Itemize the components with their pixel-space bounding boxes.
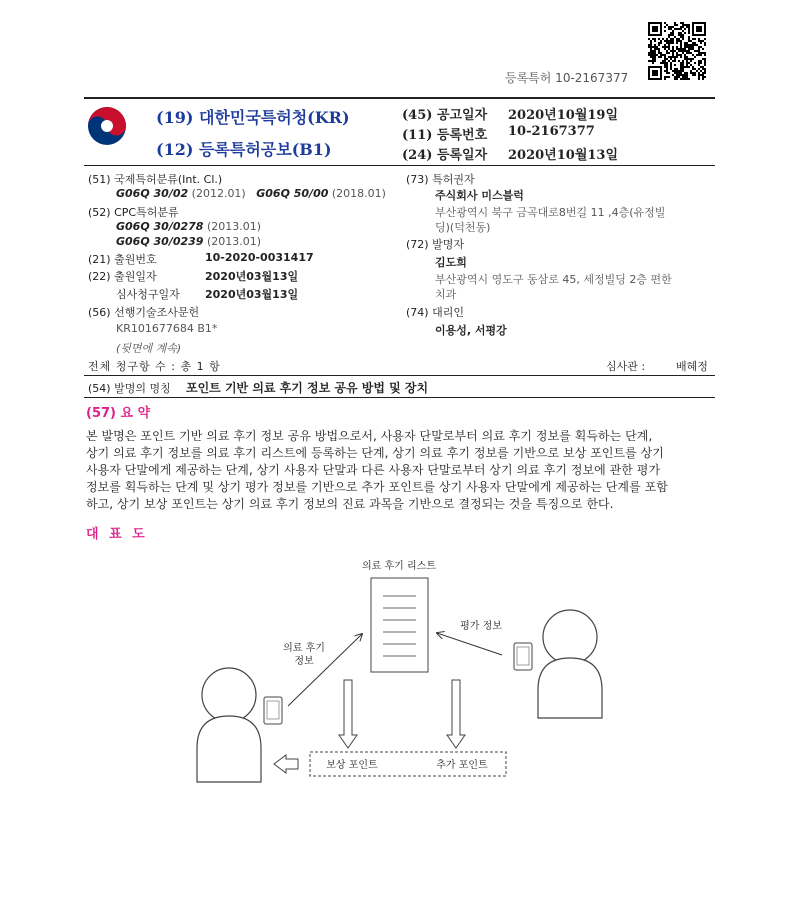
cpc-date: (2013.01) bbox=[206, 220, 262, 233]
review-info-label: 의료 후기 bbox=[283, 643, 325, 654]
title-label: (54) 발명의 명칭 bbox=[88, 382, 171, 395]
user-right-head bbox=[543, 610, 597, 664]
abstract-line: 상기 의료 후기 정보를 의료 후기 리스트에 등록하는 단계, 상기 의료 후기 정보를 기반으로 보상 포인트를 상기 bbox=[86, 446, 664, 460]
registration-date: 2020년10월13일 bbox=[508, 148, 619, 163]
points-to-user-arrow bbox=[274, 755, 298, 773]
extra-points-label: 추가 포인트 bbox=[436, 760, 488, 771]
ipc-code: G06Q 30/02 bbox=[116, 187, 189, 200]
abstract-line: 사용자 단말에게 제공하는 단계, 상기 사용자 단말과 다른 사용자 단말로부터 상기 의료 후기 정보에 관한 평가 bbox=[86, 463, 661, 477]
publication-type: (12) 등록특허공보(B1) bbox=[156, 140, 332, 159]
application-number: 10-2020-0031417 bbox=[205, 251, 314, 264]
patentee-address-line: 딩)(덕천동) bbox=[435, 221, 491, 234]
publication-date-label: (45) 공고일자 bbox=[402, 108, 488, 123]
registration-number-label: (11) 등록번호 bbox=[402, 128, 488, 143]
reward-down-arrow bbox=[339, 680, 357, 748]
reward-points-label: 보상 포인트 bbox=[326, 760, 378, 771]
user-right-body bbox=[538, 658, 602, 718]
patentee-name: 주식회사 미스블럭 bbox=[435, 189, 524, 202]
inventor-label: (72) 발명자 bbox=[406, 238, 464, 251]
cpc-label: (52) CPC특허분류 bbox=[88, 206, 179, 219]
exam-request-date: 2020년03월13일 bbox=[205, 288, 299, 301]
inventor-address-line: 부산광역시 영도구 동삼로 45, 세정빌딩 2층 편한 bbox=[435, 273, 672, 286]
abstract-heading: (57) 요 약 bbox=[86, 406, 151, 421]
registration-number: 10-2167377 bbox=[508, 124, 595, 139]
ipc-date: (2018.01) bbox=[331, 187, 386, 200]
abstract-line: 정보를 획득하는 단계 및 상기 평가 정보를 기반으로 추가 포인트를 상기 사용자 단말에게 제공하는 단계를 포함 bbox=[86, 480, 668, 494]
publication-date: 2020년10월19일 bbox=[508, 108, 619, 123]
application-date-label: (22) 출원일자 bbox=[88, 270, 157, 283]
user-left bbox=[197, 668, 261, 782]
abstract-line: 하고, 상기 보상 포인트는 상기 의료 후기 정보의 진료 과목을 기반으로 결정되는 것을 특징으로 한다. bbox=[86, 497, 614, 511]
review-list-label: 의료 후기 리스트 bbox=[362, 561, 436, 572]
patentee-label: (73) 특허권자 bbox=[406, 173, 475, 186]
evaluation-arrow bbox=[437, 633, 502, 655]
invention-title: 포인트 기반 의료 후기 정보 공유 방법 및 장치 bbox=[186, 381, 429, 395]
inventor-name: 김도희 bbox=[435, 256, 467, 269]
application-date: 2020년03월13일 bbox=[205, 270, 299, 283]
inventor-address-line: 치과 bbox=[435, 288, 457, 301]
figure-heading: 대 표 도 bbox=[86, 527, 148, 542]
cpc-date: (2013.01) bbox=[206, 235, 262, 248]
prior-art-document: KR101677684 B1* bbox=[116, 322, 218, 335]
ipc-date: (2012.01) bbox=[191, 187, 246, 200]
evaluation-info-label: 평가 정보 bbox=[460, 621, 502, 632]
patentee-address-line: 부산광역시 북구 금곡대로8번길 11 ,4층(유정빌 bbox=[435, 206, 666, 219]
examiner-label: 심사관 : bbox=[606, 360, 646, 373]
ipc-code: G06Q 50/00 bbox=[256, 187, 329, 200]
prior-art-label: (56) 선행기술조사문헌 bbox=[88, 306, 200, 319]
cpc-code: G06Q 30/0239 bbox=[116, 235, 204, 248]
total-claims: 전체 청구항 수 : 총 1 항 bbox=[88, 360, 221, 373]
agent-names: 이용성, 서평강 bbox=[435, 324, 507, 337]
review-info-label: 정보 bbox=[294, 656, 314, 667]
examiner-name: 배혜정 bbox=[676, 360, 708, 373]
registration-number-top: 등록특허 10-2167377 bbox=[505, 71, 629, 85]
extra-down-arrow bbox=[447, 680, 465, 748]
exam-request-label: 심사청구일자 bbox=[116, 288, 180, 301]
cpc-code: G06Q 30/0278 bbox=[116, 220, 204, 233]
user-right bbox=[538, 610, 602, 718]
ipc-label: (51) 국제특허분류(Int. Cl.) bbox=[88, 173, 223, 186]
user-left-head bbox=[202, 668, 256, 722]
agent-label: (74) 대리인 bbox=[406, 306, 464, 319]
abstract-line: 본 발명은 포인트 기반 의료 후기 정보 공유 방법으로서, 사용자 단말로부터 의료 후기 정보를 획득하는 단계, bbox=[86, 429, 653, 443]
registration-date-label: (24) 등록일자 bbox=[402, 148, 488, 163]
review-list-document bbox=[371, 578, 428, 672]
user-left-body bbox=[197, 716, 261, 782]
office-name: (19) 대한민국특허청(KR) bbox=[156, 108, 350, 127]
continued-note: (뒷면에 계속) bbox=[116, 342, 182, 355]
application-number-label: (21) 출원번호 bbox=[88, 253, 157, 266]
